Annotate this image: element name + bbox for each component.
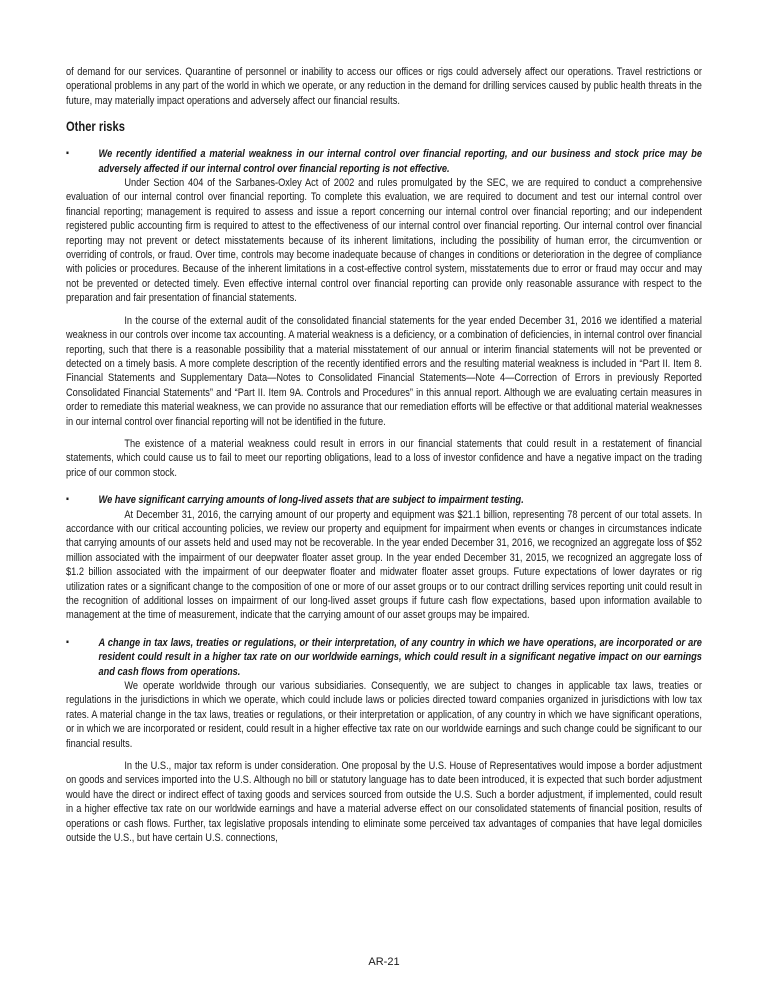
bullet-icon: ▪ [66,636,69,648]
bullet-icon: ▪ [66,494,69,506]
intro-paragraph: of demand for our services. Quarantine of personnel or inability to access our offices or rigs could adversely affect our operations. Travel restrictions or operational problems in any part of the world in which we operate, or any reduction in the demand for drilling services caused by public health threats in the future, may materially impact operations and adversely affect our financial results. [66,66,702,107]
risk-paragraph: In the U.S., major tax reform is under consideration. One proposal by the U.S. House of Representatives would impose a border adjustment on goods and services imported into the U.S. Although no bill or statutory language has to date been introduced, it is expected that such border adjustment would have the direct or indirect effect of taxing goods and services sourced from outside the U.S. Such a border adjustment, if implemented, could result in a higher effective tax rate on our worldwide earnings and have a material adverse effect on our consolidated statements of financial position, results of operations or cash flows. Further, tax legislative proposals intending to eliminate some perceived tax advantages of companies that have legal domiciles outside the U.S., but have certain U.S. connections, [66,760,702,845]
risk-paragraph: At December 31, 2016, the carrying amount of our property and equipment was $21.1 billion, representing 78 percent of our total assets. In accordance with our critical accounting policies, we review our property and equipment for impairment when events or changes in circumstances indicate that carrying amounts of our assets held and used may not be recoverable. In the year ended December 31, 2016, we recognized an aggregate loss of $52 million associated with the impairment of our deepwater floater asset group. In the year ended December 31, 2015, we recognized an aggregate loss of $1.2 billion associated with the impairment of our deepwater floater and midwater floater asset groups. Future expectations of lower dayrates or rig utilization rates or a significant change to the composition of one or more of our asset groups or to our contract drilling services reporting unit could result in the recognition of additional losses on impairment of our long-lived asset groups if future cash flow expectations, based upon information available to management at the time of measurement, indicate that the carrying amount of our asset groups may be impaired. [66,508,702,622]
page-number: AR-21 [368,956,400,968]
bullet-icon: ▪ [66,148,69,160]
risk-heading-text: A change in tax laws, treaties or regulations, or their interpretation, of any country in which we have operations, are incorporated or are resident could result in a higher tax rate on our worldwide earnings, which could result in a significant negative impact on our earnings and cash flows from operations. [98,636,702,678]
risk-paragraph: Under Section 404 of the Sarbanes-Oxley Act of 2002 and rules promulgated by the SEC, we are required to conduct a comprehensive evaluation of our internal control over financial reporting. To complete this evaluation, we are required to document and test our internal control over financial reporting; management is required to assess and issue a report concerning our internal control over financial reporting; and our independent registered public accounting firm is required to attest to the effectiveness of our internal control over financial reporting. Our internal control over financial reporting may not prevent or detect misstatements because of its inherent limitations, including the possibility of human error, the circumvention or overriding of controls, or fraud. Over time, controls may become inadequate because of changes in conditions or deterioration in the degree of compliance with policies or procedures. Because of the inherent limitations in a cost-effective control system, misstatements due to error or fraud may occur and may not be prevented or detected timely. Even effective internal control over financial reporting can provide only reasonable assurance with respect to the preparation and fair presentation of financial statements. [66,177,702,305]
risk-heading-material-weakness [66,147,702,176]
section-heading: Other risks [66,119,125,135]
document-page [66,65,702,846]
risk-heading-long-lived-assets [66,493,702,507]
text-column [66,65,702,846]
risk-paragraph: We operate worldwide through our various subsidiaries. Consequently, we are subject to changes in applicable tax laws, treaties or regulations in the jurisdictions in which we operate, which could include laws or policies directed toward companies organized in jurisdictions with low tax rates. A material change in the tax laws, treaties or regulations, or their interpretation or application, of any country in which we have significant operations, or in which we are incorporated or resident, could result in a higher effective tax rate on our worldwide earnings and such change could be significant to our financial results. [66,680,702,750]
risk-paragraph: The existence of a material weakness could result in errors in our financial statements that could result in a restatement of financial statements, which could cause us to fail to meet our reporting obligations, lead to a loss of investor confidence and have a negative impact on the trading price of our common stock. [66,437,702,479]
risk-heading-text: We have significant carrying amounts of long-lived assets that are subject to impairment testing. [98,494,524,507]
risk-heading-tax-laws [66,636,702,679]
risk-paragraph: In the course of the external audit of the consolidated financial statements for the year ended December 31, 2016 we identified a material weakness in our controls over income tax accounting. A material weakness is a deficiency, or a combination of deficiencies, in internal control over financial reporting, such that there is a reasonable possibility that a material misstatement of our annual or interim financial statements will not be prevented or detected on a timely basis. A more complete description of the recently identified errors and the resulting material weakness is included in “Part II. Item 8. Financial Statements and Supplementary Data—Notes to Consolidated Financial Statements—Note 4—Correction of Errors in previously Reported Consolidated Financial Statements” and “Part II. Item 9A. Controls and Procedures” in this annual report. Although we are evaluating certain measures in order to remediate this material weakness, we can provide no assurance that our remediation efforts will be effective or that additional material weaknesses in our internal control over financial reporting will not be identified in the future. [66,314,702,428]
risk-heading-text: We recently identified a material weakness in our internal control over financial reporting, and our business and stock price may be adversely affected if our internal control over financial reporting is not effective. [98,148,702,175]
